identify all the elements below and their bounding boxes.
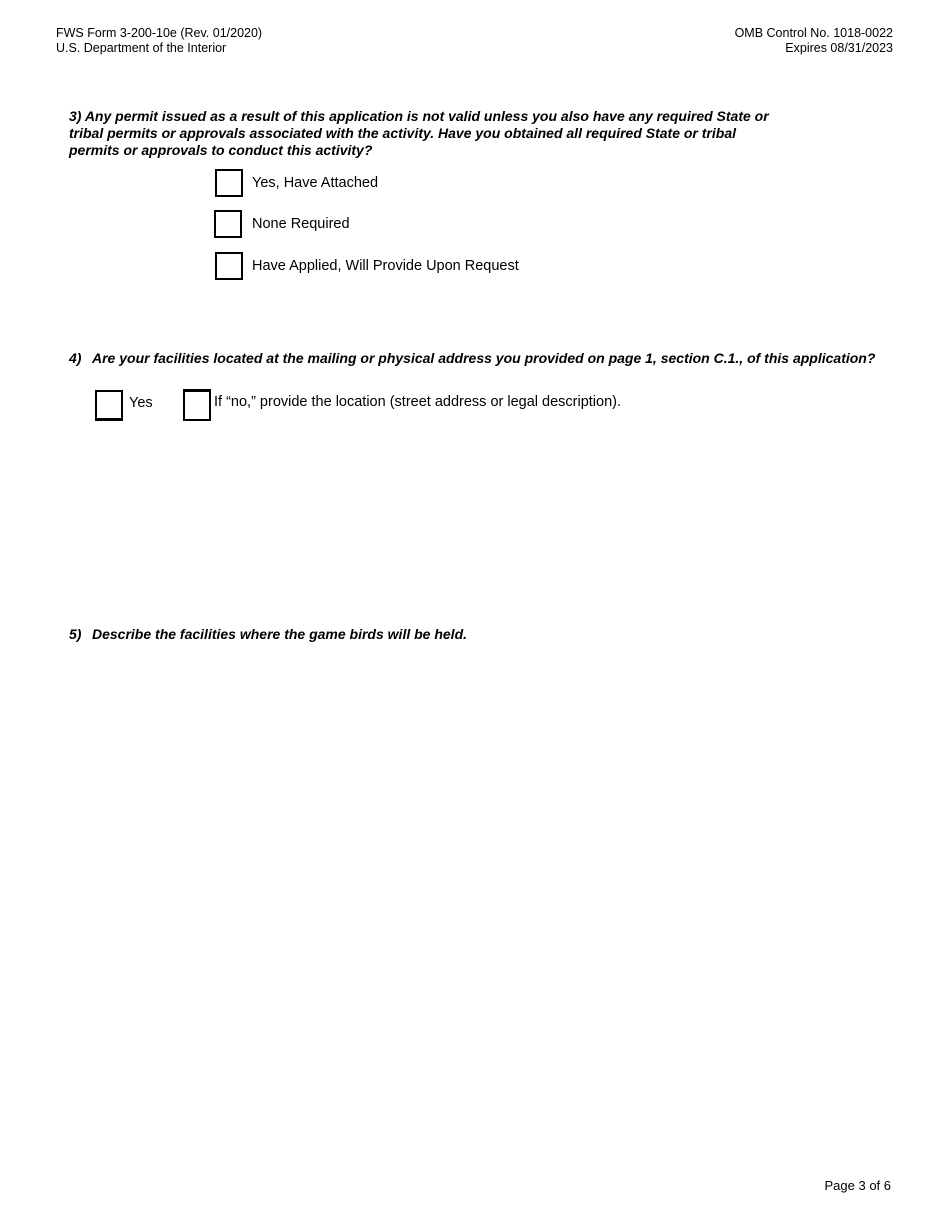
q4-no-label: If “no,” provide the location (street address or legal description). (214, 394, 622, 410)
question-4-number: 4) (69, 350, 82, 366)
form-number: FWS Form 3-200-10e (Rev. 01/2020) (56, 26, 263, 40)
department-name: U.S. Department of the Interior (56, 41, 227, 55)
q3-have-applied-checkbox[interactable] (215, 252, 243, 280)
omb-control-number: OMB Control No. 1018-0022 (734, 26, 893, 40)
q3-none-required-checkbox[interactable] (214, 210, 242, 238)
q3-yes-attached-label: Yes, Have Attached (252, 175, 379, 191)
q4-yes-checkbox[interactable] (95, 390, 123, 421)
q3-yes-attached-checkbox[interactable] (215, 169, 243, 197)
q4-no-checkbox[interactable] (183, 389, 211, 421)
expiration-date: Expires 08/31/2023 (785, 41, 893, 55)
question-4-text: Are your facilities located at the mailing or physical address you provided on page 1, section C.1., of this application? (92, 350, 876, 366)
form-header-right (735, 26, 893, 56)
page-number: Page 3 of 6 (824, 1178, 891, 1193)
question-5-number: 5) (69, 626, 82, 642)
question-3-text: 3) Any permit issued as a result of this application is not valid unless you also have any required State or tribal permits or approvals associated with the activity. Have you obtained all required State or tribal permits or approvals to conduct this activity? (69, 108, 769, 158)
question-5-text: Describe the facilities where the game birds will be held. (92, 626, 468, 642)
question-5 (69, 626, 669, 643)
question-4 (69, 350, 899, 367)
form-header-left (56, 26, 262, 56)
q3-have-applied-label: Have Applied, Will Provide Upon Request (252, 258, 519, 274)
q4-yes-label: Yes (129, 395, 153, 411)
q3-none-required-label: None Required (252, 216, 350, 232)
